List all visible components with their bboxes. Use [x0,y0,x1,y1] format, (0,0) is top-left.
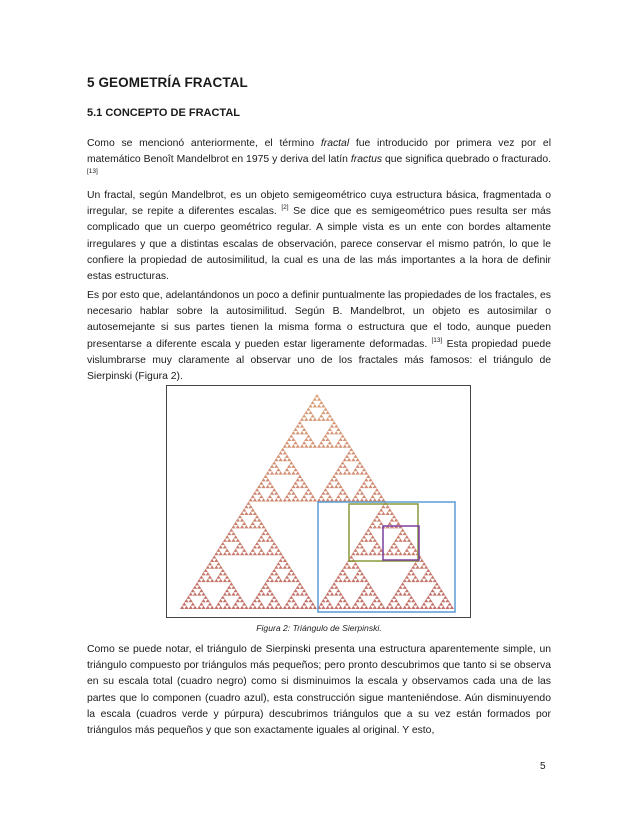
section-title: 5 GEOMETRÍA FRACTAL [87,75,248,90]
sierpinski-figure [166,385,471,618]
p2-text-a: Un fractal, según Mandelbrot, es un objeto semigeométrico cuya estructura básica, fragmentada o irregular, se repite a diferentes escalas. [87,190,551,218]
p3-reference: [13] [431,336,443,344]
paragraph-4: Como se puede notar, el triángulo de Sierpinski presenta una estructura aparentemente simple, un triángulo compuesto por triángulos más pequeños; pero pronto descubrimos que tanto si se observa en su escala total (cuadro negro) como si disminuimos la escala y observamos cada una de las partes que lo componen (cuadro azul), esta construcción sigue manteniéndose. Aún disminuyendo la escala (cuadros verde y púrpura) descubrimos triángulos que a su vez están formados por triángulos más pequeños y que son exactamente iguales al original. Y esto, [87,644,551,737]
p1-term-fractus: fractus [350,154,383,166]
p1-reference: [13] [87,168,98,176]
p1-text-c: fue introducido por primera vez por el matemático Benoît Mandelbrot en 1975 y deriva del latín [87,138,552,166]
p1-term-fractal: fractal [320,138,350,149]
figure-caption: Figura 2: Triángulo de Sierpinski. [256,623,382,633]
p1-text-e: que significa quebrado o fracturado. [382,154,552,166]
subsection-title: 5.1 CONCEPTO DE FRACTAL [87,107,240,119]
paragraph-3 [87,288,551,385]
p3-text-a: Es por esto que, adelantándonos un poco a definir puntualmente las propiedades de los fractales, es necesario hablar sobre la autosimilitud. Según B. Mandelbrot, un objeto es autosimilar o autosemejante si sus partes tienen la misma forma o estructura que el todo, aunque pueden presentarse a diferente escala y pueden estar ligeramente deformadas. [87,290,551,350]
sierpinski-triangle [167,386,470,617]
p3-text-b: Esta propiedad puede vislumbrarse muy claramente al observar uno de los fractales más famosos: el triángulo de Sierpinski (Figura 2). [87,338,551,383]
p2-reference: [2] [281,204,289,212]
paragraph-2 [87,188,551,285]
p1-text-a: Como se mencionó anteriormente, el término [87,138,321,149]
paragraph-1 [87,136,551,185]
p2-text-b: Se dice que es semigeométrico pues resulta ser más complicado que un cuerpo geométrico regular. A simple vista es un ente con bordes altamente irregulares y que a distintas escalas de observación, parece conservar el mismo patrón, lo que le confiere la propiedad de autosimilitud, la cual es una de las más importantes a la hora de definir estas estructuras. [87,206,551,283]
page-number: 5 [540,761,546,772]
